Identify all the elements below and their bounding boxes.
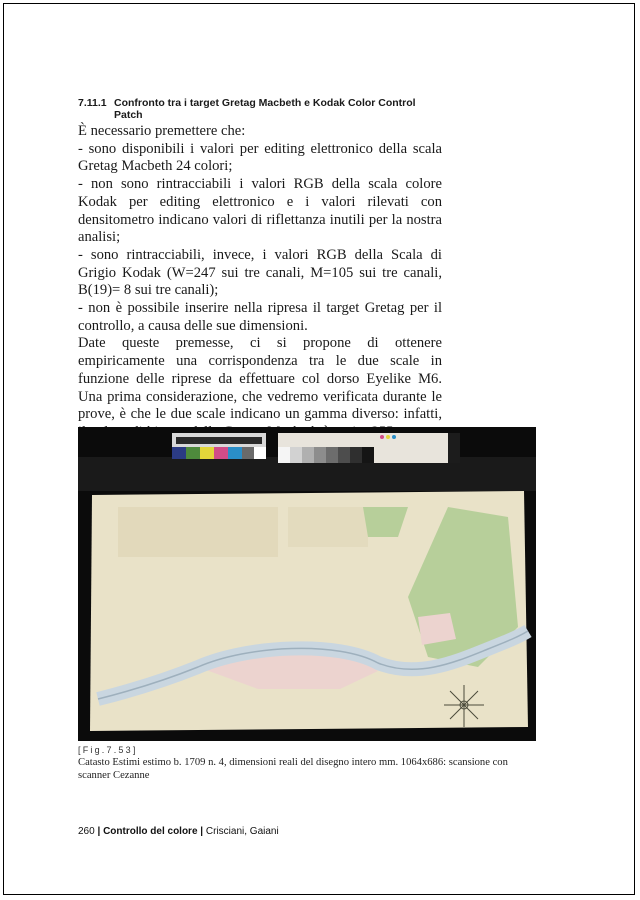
footer-separator: | (97, 826, 101, 837)
color-control-strip (172, 433, 460, 463)
paragraph-intro: È necessario premettere che: (78, 123, 246, 139)
section-heading (78, 97, 458, 121)
paragraph-bullet-4: - non è possibile inserire nella ripresa il target Gretag per il controllo, a causa delle sue dimensioni. (78, 300, 442, 334)
page-number: 260 (78, 826, 95, 837)
paragraph-bullet-2: - non sono rintracciabili i valori RGB della scala colore Kodak per editing elettronico e i valori rilevati con densitometro indicano valori di riflettanza inutili per la nostra analisi; (78, 176, 442, 246)
paragraph-bullet-1: - sono disponibili i valori per editing elettronico della scala Gretag Macbeth 24 colori; (78, 140, 442, 175)
book-authors: Crisciani, Gaiani (205, 826, 279, 837)
figure-caption: Catasto Estimi estimo b. 1709 n. 4, dimensioni reali del disegno intero mm. 1064x686: scansione con scanner Cezanne (78, 757, 508, 781)
map-paper (90, 491, 528, 731)
figure-image (78, 427, 536, 741)
page-footer (78, 826, 279, 837)
section-title: Confronto tra i target Gretag Macbeth e Kodak Color Control Patch (114, 97, 416, 121)
historic-cadastral-map (78, 427, 536, 741)
section-number: 7.11.1 (78, 97, 107, 109)
paragraph-bullet-3: - sono rintracciabili, invece, i valori RGB della Scala di Grigio Kodak (W=247 sui tre canali, M=105 sui tre canali, B(19)= 8 sui tre canali); (78, 246, 442, 299)
paragraph-conclusion: Date queste premesse, ci si propone di ottenere empiricamente una corrispondenza tra le due scale in funzione delle riprese da effettuare col dorso Eyelike M6. Una prima considerazione, che vedremo verificata durante le prove, è che le due scale indicano un gamma diverso: infatti, (78, 335, 442, 423)
book-title: Controllo del colore (103, 826, 198, 837)
footer-separator-2: | (200, 826, 204, 837)
figure-label: [Fig.7.53] (78, 745, 138, 755)
body-text (78, 123, 442, 459)
